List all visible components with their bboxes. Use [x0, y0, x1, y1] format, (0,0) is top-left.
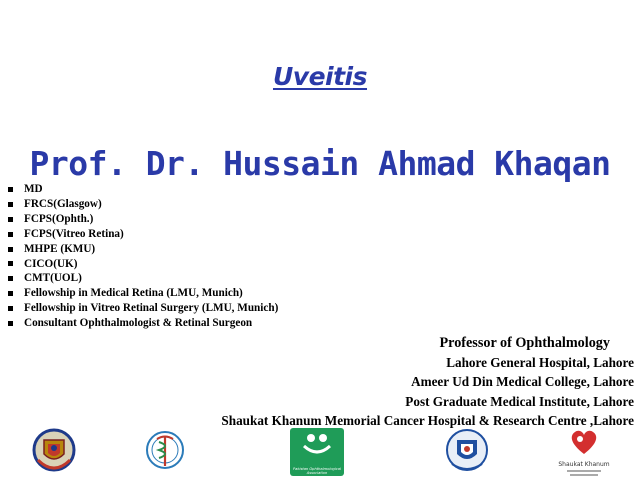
bullet-icon — [8, 261, 13, 266]
bullet-icon — [8, 217, 13, 222]
affiliation-line: Shaukat Khanum Memorial Cancer Hospital & Research Centre ,Lahore — [221, 412, 634, 428]
affiliations — [221, 334, 634, 430]
bullet-icon — [8, 291, 13, 296]
qualification-text: Consultant Ophthalmologist & Retinal Surgeon — [24, 317, 253, 330]
list-item — [8, 182, 278, 197]
list-item — [8, 271, 278, 286]
emblem-shield-icon — [32, 428, 76, 474]
qualification-text: CMT(UOL) — [24, 272, 82, 285]
list-item — [8, 316, 278, 331]
affiliation-line: Ameer Ud Din Medical College, Lahore — [411, 374, 634, 390]
logo-strip — [0, 424, 640, 480]
list-item — [8, 227, 278, 242]
slide-title: Uveitis — [272, 62, 368, 91]
shaukat-khanum-icon — [556, 428, 612, 478]
list-item — [8, 257, 278, 272]
bullet-icon — [8, 202, 13, 207]
bullet-icon — [8, 187, 13, 192]
qualification-text: Fellowship in Medical Retina (LMU, Munich) — [24, 287, 243, 300]
logo-caption: Pakistan Ophthalmological Association — [293, 467, 341, 475]
qualification-text: CICO(UK) — [24, 257, 78, 270]
qualifications-list — [8, 182, 278, 331]
affiliation-title: Professor of Ophthalmology — [439, 335, 610, 351]
medical-caduceus-icon — [145, 428, 185, 474]
qualification-text: FCPS(Vitreo Retina) — [24, 227, 124, 240]
bullet-icon — [8, 321, 13, 326]
affiliation-line: Post Graduate Medical Institute, Lahore — [405, 393, 634, 409]
heart-icon — [567, 428, 601, 456]
list-item — [8, 242, 278, 257]
college-crest-icon — [442, 428, 492, 476]
qualification-text: FRCS(Glasgow) — [24, 197, 102, 210]
affiliation-line: Lahore General Hospital, Lahore — [446, 355, 634, 371]
list-item — [8, 197, 278, 212]
ophthalmology-society-icon — [290, 428, 344, 476]
caption-subline — [567, 470, 601, 472]
list-item — [8, 212, 278, 227]
bullet-icon — [8, 306, 13, 311]
eye-smile-icon — [290, 428, 344, 462]
qualification-text: MHPE (KMU) — [24, 242, 96, 255]
list-item — [8, 301, 278, 316]
qualification-text: MD — [24, 183, 43, 195]
bullet-icon — [8, 247, 13, 252]
presenter-name: Prof. Dr. Hussain Ahmad Khaqan — [29, 144, 611, 183]
list-item — [8, 286, 278, 301]
bullet-icon — [8, 232, 13, 237]
qualification-text: Fellowship in Vitreo Retinal Surgery (LMU, Munich) — [24, 302, 279, 315]
caption-subline — [570, 474, 598, 476]
logo-caption: Shaukat Khanum — [558, 461, 610, 468]
bullet-icon — [8, 276, 13, 281]
qualification-text: FCPS(Ophth.) — [24, 212, 94, 225]
